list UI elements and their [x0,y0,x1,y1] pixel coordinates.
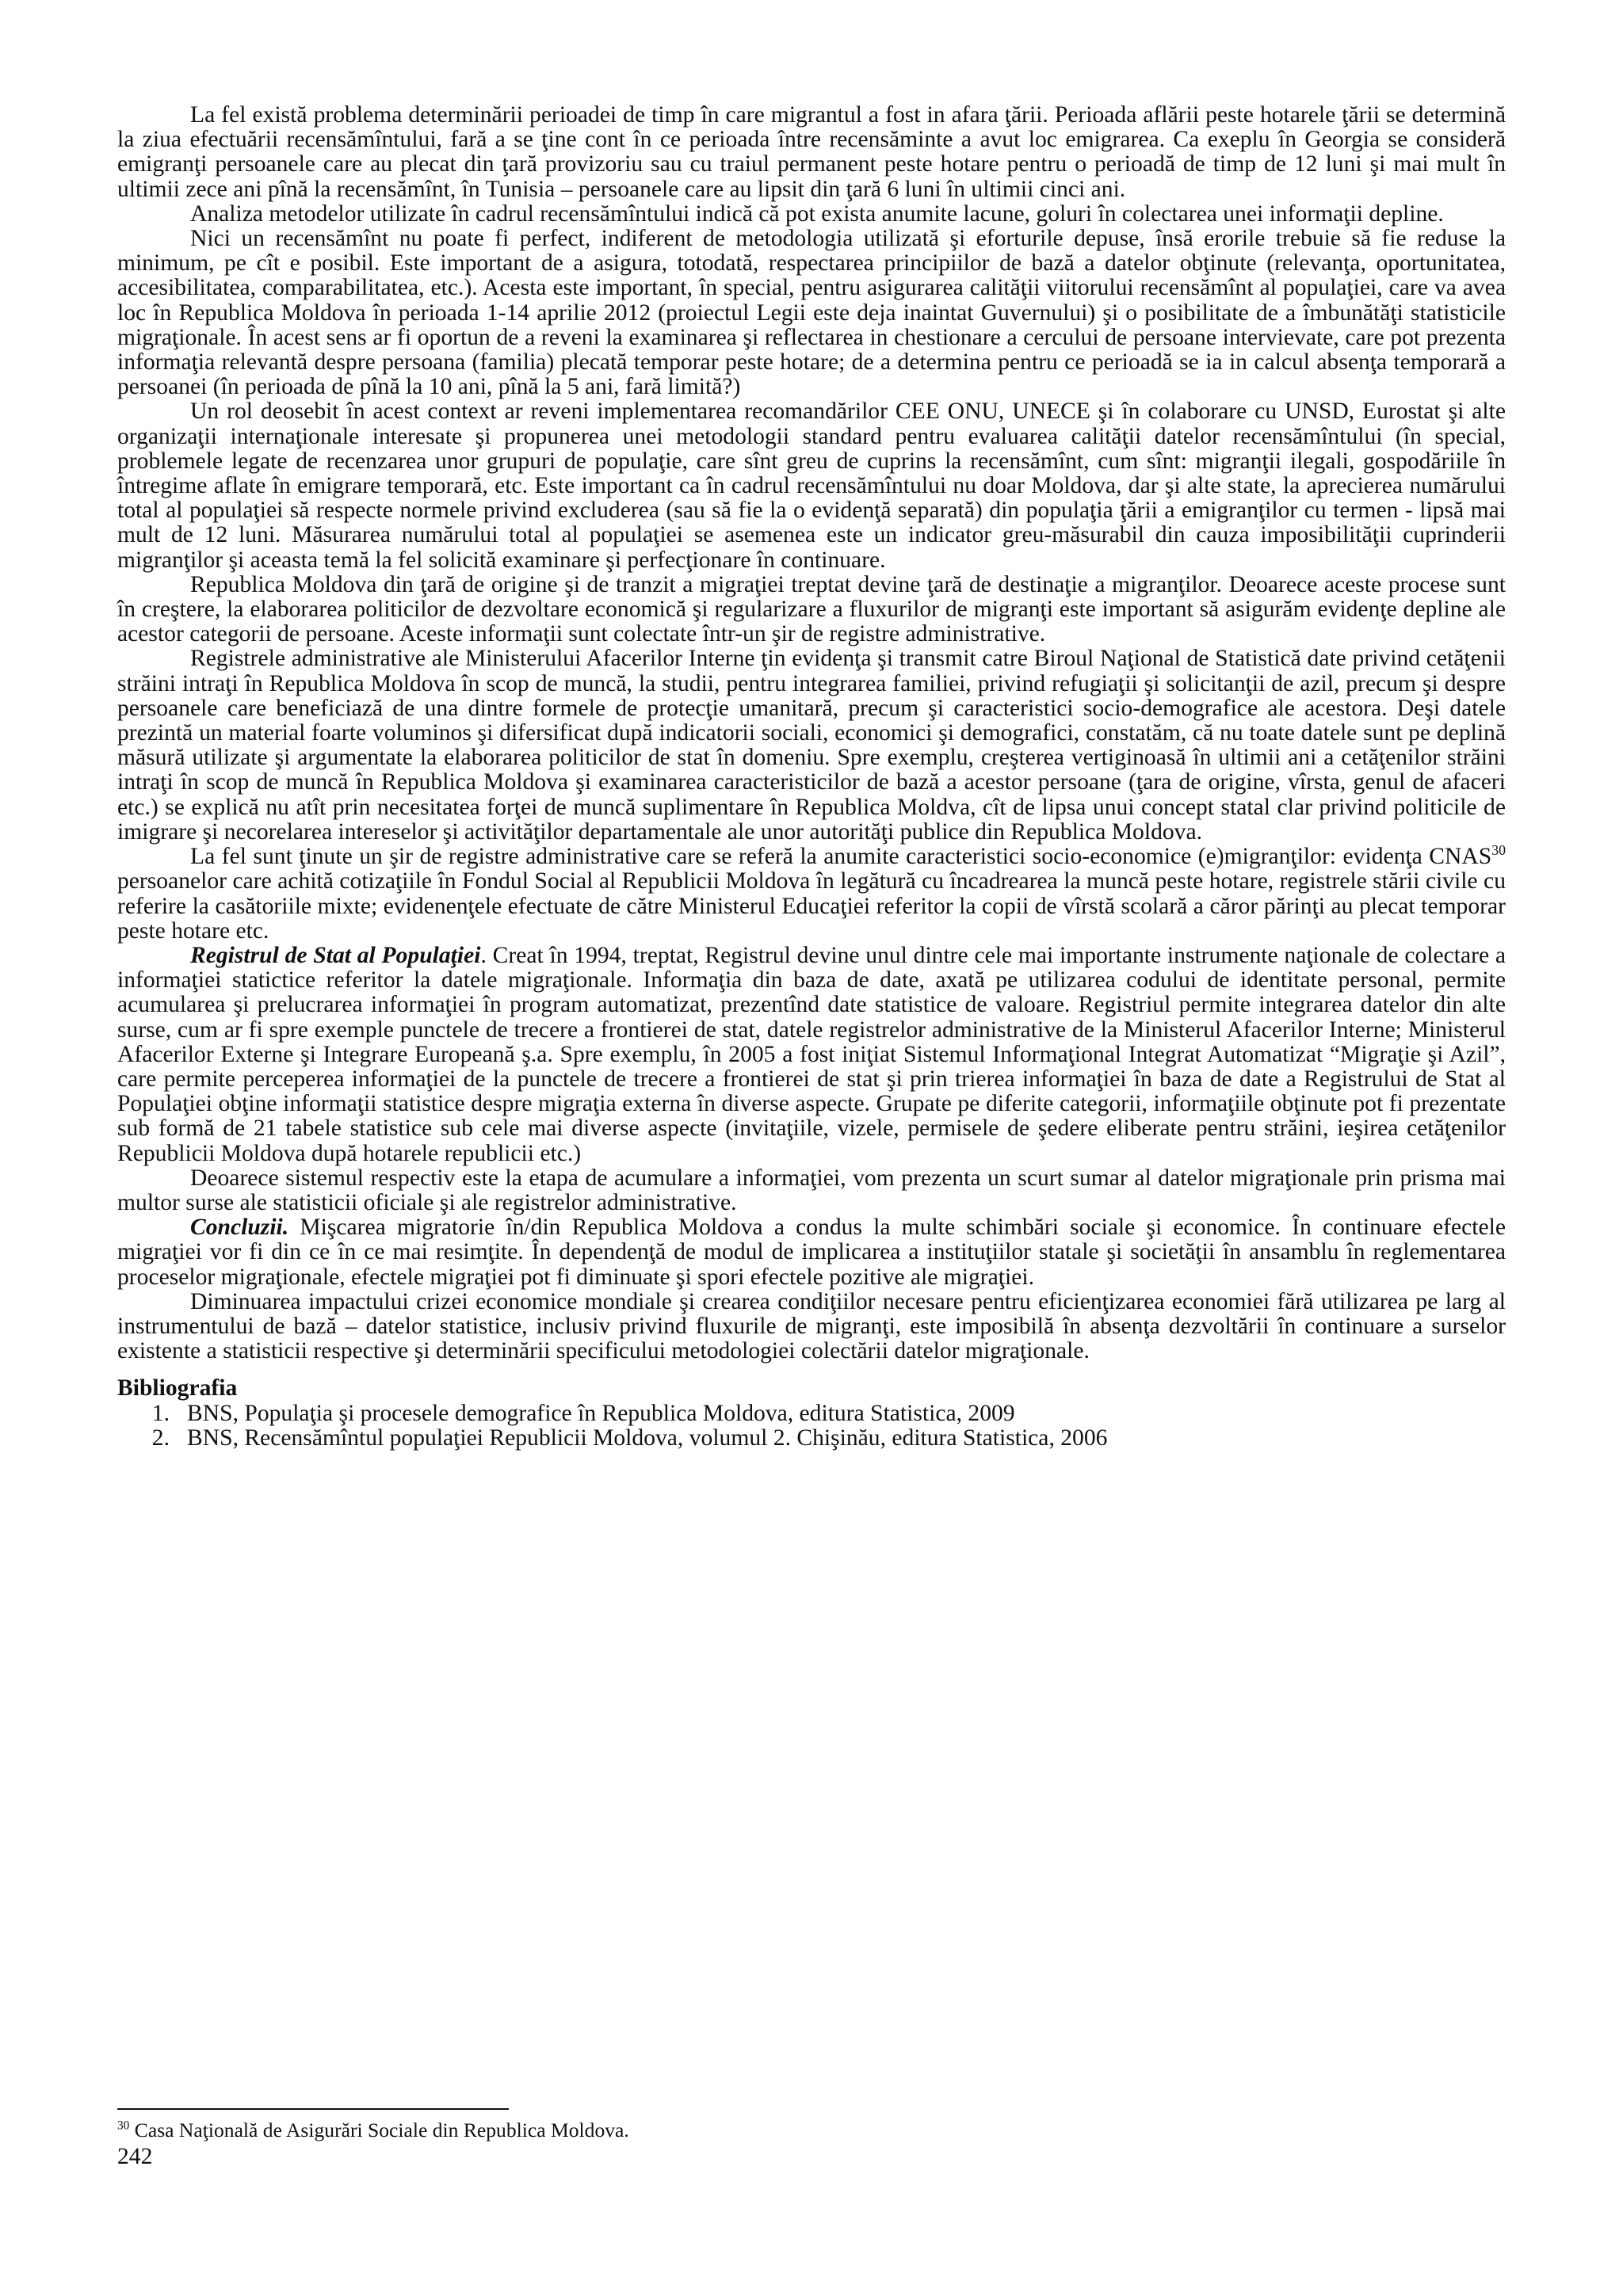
paragraph [117,842,1506,944]
paragraph-text: La fel sunt ţinute un şir de registre administrative care se referă la anumite caracteristici socio-economice (e)migranţilor: evidenţa CNAS [190,844,1492,870]
bibliography-item [117,1402,1506,1426]
bibliography-item [117,1426,1506,1451]
paragraph: Deoarece sistemul respectiv este la etapa de acumulare a informaţiei, vom prezenta un scurt sumar al datelor migraţionale prin prisma mai multor surse ale statisticii oficiale şi ale registrelor administrative. [117,1165,1506,1215]
paragraph-text: . Creat în 1994, treptat, Registrul devine unul dintre cele mai importante instrumente naţionale de colectare a informaţiei statictice referitor la datele migraţionale. Informaţia din baza de date, axată pe utilizarea codului de identitate personal, permite acumularea şi prelucrarea informaţiei în program automatizat, prezentînd date statistice de valoare. Registriul permite integrarea datelor din alte surse, cum ar fi spre exemple punctele de trecere a frontierei de stat, datele registrelor administrative de la Ministerul Afacerilor Interne; Ministerul Afacerilor Externe şi Integrare Europeană ş.a. Spre exemplu, în 2005 a fost iniţiat Sistemul Informaţional Integrat Automatizat “Migraţie şi Azil”, care permite perceperea informaţiei de la punctele de trecere a frontierei de stat şi prin trierea informaţiei în baza de date a Registrului de Stat al Populaţiei obţine informaţii statistice despre migraţia externa în diverse aspecte. Grupate pe diferite categorii, informaţiile obţinute pot fi prezentate sub formă de 21 tabele statistice sub cele mai diverse aspecte (invitaţiile, vizele, permisele de şedere eliberate pentru străini, ieşirea cetăţenilor Republicii Moldova după hotarele republicii etc.) [117,942,1506,1166]
bibliography-list [117,1402,1506,1451]
footnote-separator [117,2108,509,2110]
paragraph: Analiza metodelor utilizate în cadrul recensămîntului indică că pot exista anumite lacune, goluri în colectarea unei informaţii depline. [190,200,1444,227]
paragraph: Nici un recensămînt nu poate fi perfect, indiferent de metodologia utilizată şi eforturile depuse, însă erorile trebuie să fie reduse la minimum, pe cît e posibil. Este important de a asigura, totodată, respectarea principiilor de bază a datelor obţinute (relevanţa, oportunitatea, accesibilitatea, comparabilitatea, etc.). Acesta este important, în special, pentru asigurarea calităţii viitorului recensămînt al populaţiei, care va avea loc în Republica Moldova în perioada 1-14 aprilie 2012 (proiectul Legii este deja inaintat Guvernului) şi o posibilitate de a îmbunătăţi statisticile migraţionale. În acest sens ar fi oportun de a reveni la examinarea şi reflectarea in chestionare a cercului de persoane intervievate, care pot prezenta informaţia relevantă despre persoana (familia) plecată temporar peste hotare; de a determina pentru ce perioadă se ia in calcul absenţa temporară a persoanei (în perioada de pînă la 10 ani, pînă la 5 ani, fară limită?) [117,226,1506,400]
list-number: 1. [151,1400,170,1426]
section-lead-title: Concluzii. [190,1215,289,1241]
list-number: 2. [151,1425,170,1451]
paragraph [117,1215,1506,1290]
footnote-text: Casa Naţională de Asigurări Sociale din Republica Moldova. [129,2119,629,2142]
paragraph-text: persoanelor care achită cotizaţiile în Fondul Social al Republicii Moldova în legătură cu încadrearea la muncă peste hotare, registrele stării civile cu referire la casătoriile mixte; evidenenţele efectuate de către Ministerul Educaţiei referitor la copii de vîrstă scolară a căror părinţi au plecat temporar peste hotare etc. [117,868,1506,944]
page-number: 242 [117,2144,153,2169]
article-body [117,103,1506,1451]
bibliography-text: BNS, Recensămîntul populaţiei Republicii Moldova, volumul 2. Chişinău, editura Statistica, 2006 [187,1425,1108,1451]
paragraph: La fel există problema determinării perioadei de timp în care migrantul a fost in afara ţării. Perioada aflării peste hotarele ţării se determină la ziua efectuării recensămîntului, fară a se ţine cont în ce perioada între recensăminte a avut loc emigrarea. Ca exeplu în Georgia se consideră emigranţi persoanele care au plecat din ţară provizoriu sau cu traiul permanent peste hotare pentru o perioadă de timp de 12 luni şi mai mult în ultimii zece ani pînă la recensămînt, în Tunisia – persoanele care au lipsit din ţară 6 luni în ultimii cinci ani. [117,102,1506,202]
paragraph: Registrele administrative ale Ministerului Afacerilor Interne ţin evidenţa şi transmit catre Biroul Naţional de Statistică date privind cetăţenii străini intraţi în Republica Moldova în scop de muncă, la studii, pentru integrarea familiei, privind refugiaţii şi solicitanţii de azil, precum şi despre persoanele care beneficiază de una dintre formele de protecţie umanitară, precum şi caracteristici socio-demografice ale acestora. Deşi datele prezintă un material foarte voluminos şi difersificat după indicatorii sociali, economici şi demografici, constatăm, că nu toate datele sunt pe deplină măsură utilizate şi argumentate la elaborarea politicilor de stat în domeniu. Spre exemplu, creşterea vertiginoasă în ultimii ani a cetăţenilor străini intraţi în scop de muncă în Republica Moldova şi examinarea caracteristicilor de bază a acestor persoane (ţara de origine, vîrsta, genul de afaceri etc.) se explică nu atît prin necesitatea forţei de muncă suplimentare în Republica Moldva, cît de lipsa unui concept statal clar privind politicile de imigrare şi necorelarea intereselor şi activităţilor departamentale ale unor autorităţi publice din Republica Moldova. [117,646,1506,845]
footnote [117,2119,1506,2142]
paragraph-text: Mişcarea migratorie în/din Republica Moldova a condus la multe schimbări sociale şi economice. În continuare efectele migraţiei vor fi din ce în ce mai resimţite. În dependenţă de modul de implicarea a instituţiilor statale şi societăţii în ansamblu în reglementarea proceselor migraţionale, efectele migraţiei pot fi diminuate şi spori efectele pozitive ale migraţiei. [117,1215,1506,1290]
paragraph [117,944,1506,1166]
paragraph: Republica Moldova din ţară de origine şi de tranzit a migraţiei treptat devine ţară de destinaţie a migranţilor. Deoarece aceste procese sunt în creştere, la elaborarea politicilor de dezvoltare economică şi regularizare a fluxurilor de migranţi este important să asigurăm evidenţe depline ale acestor categorii de persoane. Aceste informaţii sunt colectate într-un şir de registre administrative. [117,571,1506,647]
section-lead-title: Registrul de Stat al Populaţiei [190,942,481,968]
bibliography-text: BNS, Populaţia şi procesele demografice în Republica Moldova, editura Statistica, 2009 [187,1400,1015,1426]
footnote-marker: 30 [117,2119,130,2133]
paragraph: Un rol deosebit în acest context ar reveni implementarea recomandărilor CEE ONU, UNECE şi în colaborare cu UNSD, Eurostat şi alte organizaţii internaţionale interesate şi propunerea unei metodologii standard pentru evaluarea calităţii datelor recensămîntului (în special, problemele legate de recenzarea unor grupuri de populaţie, care sînt greu de cuprins la recensămînt, cum sînt: migranţii ilegali, gospodăriile în întregime aflate în emigrare temporară, etc. Este important ca în cadrul recensămîntului nu doar Moldova, dar şi alte state, la aprecierea numărului total al populaţiei să respecte normele privind excluderea (sau să fie la o evidenţă separată) din populaţia ţării a emigranţilor cu termen - lipsă mai mult de 12 luni. Măsurarea numărului total al populaţiei se asemenea este un indicator greu-măsurabil din cauza imposibilităţii cuprinderii migranţilor şi aceasta temă la fel solicită examinare şi perfecţionare în continuare. [117,399,1506,573]
footnote-reference[interactable]: 30 [1491,842,1506,859]
bibliography-heading: Bibliografia [117,1375,238,1402]
paragraph: Diminuarea impactului crizei economice mondiale şi crearea condiţiilor necesare pentru eficienţizarea economiei fără utilizarea pe larg al instrumentului de bază – datelor statistice, inclusiv privind fluxurile de migranţi, este imposibilă în absenţa dezvoltării în continuare a surselor existente a statisticii respective şi determinării specificului metodologiei colectării datelor migraţionale. [117,1288,1506,1364]
